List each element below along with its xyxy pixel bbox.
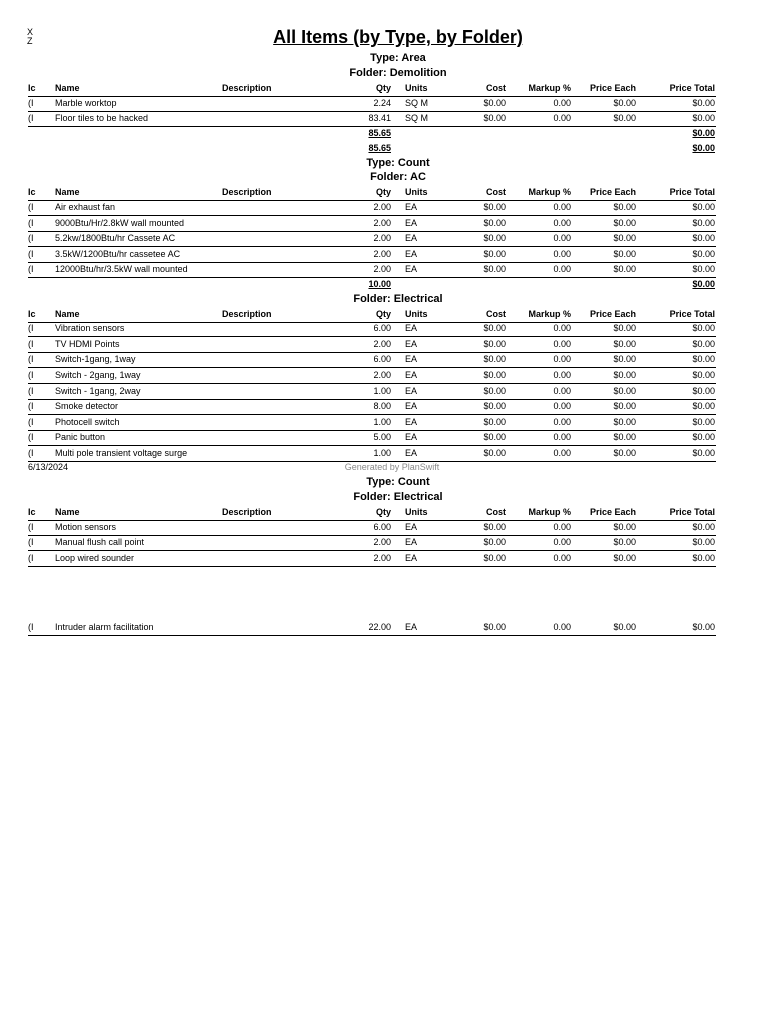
cell-cost: $0.00 [483,537,506,547]
folder-heading-electrical: Folder: Electrical [353,293,443,305]
cell-price-each: $0.00 [613,98,636,108]
col-units: Units [405,83,428,93]
cell-price-total: $0.00 [692,432,715,442]
col-name: Name [55,83,80,93]
cell-units: EA [405,370,418,380]
cell-name: Air exhaust fan [55,202,116,212]
cell-units: SQ M [405,113,429,123]
cell-cost: $0.00 [483,622,506,632]
cell-name: Intruder alarm facilitation [55,622,154,632]
cell-qty: 6.00 [373,323,391,333]
cell-price-total: $0.00 [692,98,715,108]
table-row[interactable] [28,384,716,400]
col-description: Description [222,187,272,197]
col-qty: Qty [375,83,391,93]
cell-price-each: $0.00 [613,233,636,243]
cell-cost: $0.00 [483,249,506,259]
cell-qty: 2.00 [373,218,391,228]
cell-qty: 2.00 [373,233,391,243]
cell-ic: (I [28,233,34,243]
col-price-total: Price Total [669,187,715,197]
table-row[interactable] [28,200,716,216]
cell-ic: (I [28,417,34,427]
cell-price-each: $0.00 [613,417,636,427]
cell-price-each: $0.00 [613,522,636,532]
table-header-row [28,81,716,97]
col-price-each: Price Each [589,507,636,517]
corner-mark: X Z [27,27,34,46]
cell-ic: (I [28,432,34,442]
cell-units: EA [405,401,418,411]
cell-markup: 0.00 [553,202,571,212]
table-row[interactable] [28,247,716,263]
cell-name: Photocell switch [55,417,120,427]
report-title: All Items (by Type, by Folder) [273,27,523,47]
col-price-each: Price Each [589,187,636,197]
cell-markup: 0.00 [553,113,571,123]
cell-markup: 0.00 [553,432,571,442]
cell-name: 3.5kW/1200Btu/hr cassetee AC [55,249,181,259]
cell-ic: (I [28,202,34,212]
col-ic: Ic [28,507,36,517]
col-cost: Cost [486,187,506,197]
cell-units: EA [405,339,418,349]
col-price-total: Price Total [669,83,715,93]
col-cost: Cost [486,507,506,517]
cell-price-total: $0.00 [692,354,715,364]
table-row[interactable] [28,96,716,112]
footer-date: 6/13/2024 [28,462,69,472]
cell-name: Smoke detector [55,401,119,411]
cell-qty: 83.41 [368,113,391,123]
col-markup: Markup % [528,187,571,197]
cell-units: EA [405,323,418,333]
table-row[interactable] [28,231,716,247]
type-subtotal-total: $0.00 [692,143,715,153]
cell-cost: $0.00 [483,417,506,427]
cell-price-each: $0.00 [613,370,636,380]
cell-units: SQ M [405,98,429,108]
cell-price-total: $0.00 [692,264,715,274]
col-cost: Cost [486,83,506,93]
cell-qty: 22.00 [368,622,391,632]
cell-qty: 1.00 [373,417,391,427]
cell-name: Switch - 2gang, 1way [55,370,141,380]
cell-cost: $0.00 [483,448,506,458]
type-heading-count: Type: Count [366,157,430,169]
col-units: Units [405,309,428,319]
table-row[interactable] [28,399,716,415]
col-price-each: Price Each [589,309,636,319]
cell-name: Switch-1gang, 1way [55,354,136,364]
cell-markup: 0.00 [553,553,571,563]
table-row[interactable] [28,430,716,446]
cell-qty: 2.00 [373,370,391,380]
cell-price-total: $0.00 [692,417,715,427]
cell-price-total: $0.00 [692,386,715,396]
cell-name: Motion sensors [55,522,117,532]
col-qty: Qty [375,309,391,319]
cell-cost: $0.00 [483,370,506,380]
cell-cost: $0.00 [483,339,506,349]
cell-markup: 0.00 [553,339,571,349]
cell-price-total: $0.00 [692,448,715,458]
cell-ic: (I [28,537,34,547]
cell-qty: 2.00 [373,202,391,212]
cell-markup: 0.00 [553,386,571,396]
cell-price-each: $0.00 [613,622,636,632]
cell-markup: 0.00 [553,233,571,243]
col-description: Description [222,83,272,93]
table-row[interactable] [28,321,716,337]
folder-heading-demolition: Folder: Demolition [349,67,447,79]
cell-price-total: $0.00 [692,233,715,243]
cell-price-each: $0.00 [613,323,636,333]
cell-cost: $0.00 [483,354,506,364]
cell-price-total: $0.00 [692,622,715,632]
col-name: Name [55,187,80,197]
table-header-row [28,185,716,201]
col-units: Units [405,187,428,197]
cell-price-each: $0.00 [613,432,636,442]
cell-qty: 2.00 [373,553,391,563]
table-row[interactable] [28,352,716,368]
cell-markup: 0.00 [553,448,571,458]
cell-price-each: $0.00 [613,401,636,411]
cell-qty: 5.00 [373,432,391,442]
folder-subtotal-qty: 10.00 [368,279,391,289]
cell-ic: (I [28,401,34,411]
col-qty: Qty [375,507,391,517]
cell-price-each: $0.00 [613,448,636,458]
cell-qty: 6.00 [373,522,391,532]
cell-markup: 0.00 [553,622,571,632]
cell-name: 12000Btu/hr/3.5kW wall mounted [55,264,188,274]
cell-qty: 1.00 [373,386,391,396]
cell-units: EA [405,448,418,458]
cell-markup: 0.00 [553,401,571,411]
cell-price-total: $0.00 [692,339,715,349]
cell-ic: (I [28,354,34,364]
cell-markup: 0.00 [553,354,571,364]
cell-qty: 1.00 [373,448,391,458]
table-row[interactable] [28,551,716,567]
cell-price-total: $0.00 [692,249,715,259]
cell-name: 9000Btu/Hr/2.8kW wall mounted [55,218,185,228]
col-description: Description [222,309,272,319]
cell-name: Multi pole transient voltage surge [55,448,188,458]
cell-units: EA [405,264,418,274]
col-description: Description [222,507,272,517]
cell-price-each: $0.00 [613,202,636,212]
table-row[interactable] [28,415,716,431]
cell-price-each: $0.00 [613,264,636,274]
cell-ic: (I [28,323,34,333]
cell-price-each: $0.00 [613,339,636,349]
cell-markup: 0.00 [553,218,571,228]
cell-units: EA [405,386,418,396]
cell-ic: (I [28,622,34,632]
table-row[interactable] [28,446,716,462]
cell-price-total: $0.00 [692,323,715,333]
cell-units: EA [405,354,418,364]
cell-price-total: $0.00 [692,401,715,411]
cell-units: EA [405,432,418,442]
cell-qty: 2.00 [373,537,391,547]
cell-qty: 6.00 [373,354,391,364]
cell-markup: 0.00 [553,264,571,274]
cell-units: EA [405,249,418,259]
type-heading-count: Type: Count [366,476,430,488]
cell-units: EA [405,233,418,243]
cell-ic: (I [28,522,34,532]
cell-markup: 0.00 [553,249,571,259]
cell-price-total: $0.00 [692,537,715,547]
cell-ic: (I [28,339,34,349]
cell-ic: (I [28,370,34,380]
cell-markup: 0.00 [553,323,571,333]
cell-cost: $0.00 [483,264,506,274]
cell-price-each: $0.00 [613,249,636,259]
cell-price-total: $0.00 [692,218,715,228]
folder-heading-electrical: Folder: Electrical [353,491,443,503]
cell-name: Manual flush call point [55,537,145,547]
col-cost: Cost [486,309,506,319]
col-price-each: Price Each [589,83,636,93]
cell-qty: 2.00 [373,249,391,259]
table-row[interactable] [28,620,716,636]
cell-name: TV HDMI Points [55,339,120,349]
cell-name: Marble worktop [55,98,117,108]
cell-price-total: $0.00 [692,370,715,380]
col-markup: Markup % [528,309,571,319]
cell-markup: 0.00 [553,417,571,427]
cell-cost: $0.00 [483,113,506,123]
col-qty: Qty [375,187,391,197]
col-ic: Ic [28,83,36,93]
cell-ic: (I [28,98,34,108]
cell-ic: (I [28,386,34,396]
cell-units: EA [405,202,418,212]
cell-name: 5.2kw/1800Btu/hr Cassete AC [55,233,176,243]
cell-price-each: $0.00 [613,386,636,396]
folder-subtotal-total: $0.00 [692,128,715,138]
table-row[interactable] [28,216,716,232]
cell-ic: (I [28,553,34,563]
cell-units: EA [405,622,418,632]
cell-cost: $0.00 [483,233,506,243]
table-row[interactable] [28,520,716,536]
cell-ic: (I [28,448,34,458]
cell-markup: 0.00 [553,537,571,547]
table-row[interactable] [28,337,716,353]
cell-price-each: $0.00 [613,218,636,228]
cell-units: EA [405,218,418,228]
col-price-total: Price Total [669,507,715,517]
table-row[interactable] [28,111,716,127]
cell-markup: 0.00 [553,522,571,532]
cell-name: Switch - 1gang, 2way [55,386,141,396]
cell-units: EA [405,537,418,547]
folder-subtotal-total: $0.00 [692,279,715,289]
cell-units: EA [405,553,418,563]
folder-heading-ac: Folder: AC [370,171,426,183]
cell-price-each: $0.00 [613,537,636,547]
col-ic: Ic [28,309,36,319]
cell-name: Floor tiles to be hacked [55,113,149,123]
cell-price-each: $0.00 [613,113,636,123]
cell-price-total: $0.00 [692,202,715,212]
cell-price-total: $0.00 [692,553,715,563]
col-markup: Markup % [528,507,571,517]
table-row[interactable] [28,535,716,551]
table-row[interactable] [28,368,716,384]
cell-ic: (I [28,249,34,259]
col-name: Name [55,507,80,517]
cell-cost: $0.00 [483,522,506,532]
cell-price-total: $0.00 [692,113,715,123]
footer-generated: Generated by PlanSwift [344,462,440,472]
cell-qty: 2.00 [373,339,391,349]
cell-price-each: $0.00 [613,553,636,563]
col-units: Units [405,507,428,517]
col-markup: Markup % [528,83,571,93]
table-row[interactable] [28,262,716,278]
cell-name: Vibration sensors [55,323,125,333]
col-ic: Ic [28,187,36,197]
cell-qty: 2.00 [373,264,391,274]
cell-qty: 2.24 [373,98,391,108]
col-price-total: Price Total [669,309,715,319]
cell-ic: (I [28,113,34,123]
cell-markup: 0.00 [553,98,571,108]
cell-name: Panic button [55,432,106,442]
cell-price-total: $0.00 [692,522,715,532]
cell-cost: $0.00 [483,553,506,563]
cell-ic: (I [28,264,34,274]
type-heading-area: Type: Area [370,52,426,64]
cell-cost: $0.00 [483,323,506,333]
cell-ic: (I [28,218,34,228]
table-header-row [28,505,716,521]
cell-cost: $0.00 [483,432,506,442]
cell-qty: 8.00 [373,401,391,411]
cell-cost: $0.00 [483,202,506,212]
cell-price-each: $0.00 [613,354,636,364]
cell-cost: $0.00 [483,98,506,108]
folder-subtotal-qty: 85.65 [368,128,391,138]
cell-units: EA [405,417,418,427]
type-subtotal-qty: 85.65 [368,143,391,153]
col-name: Name [55,309,80,319]
cell-cost: $0.00 [483,401,506,411]
cell-cost: $0.00 [483,218,506,228]
cell-cost: $0.00 [483,386,506,396]
cell-units: EA [405,522,418,532]
cell-markup: 0.00 [553,370,571,380]
cell-name: Loop wired sounder [55,553,135,563]
